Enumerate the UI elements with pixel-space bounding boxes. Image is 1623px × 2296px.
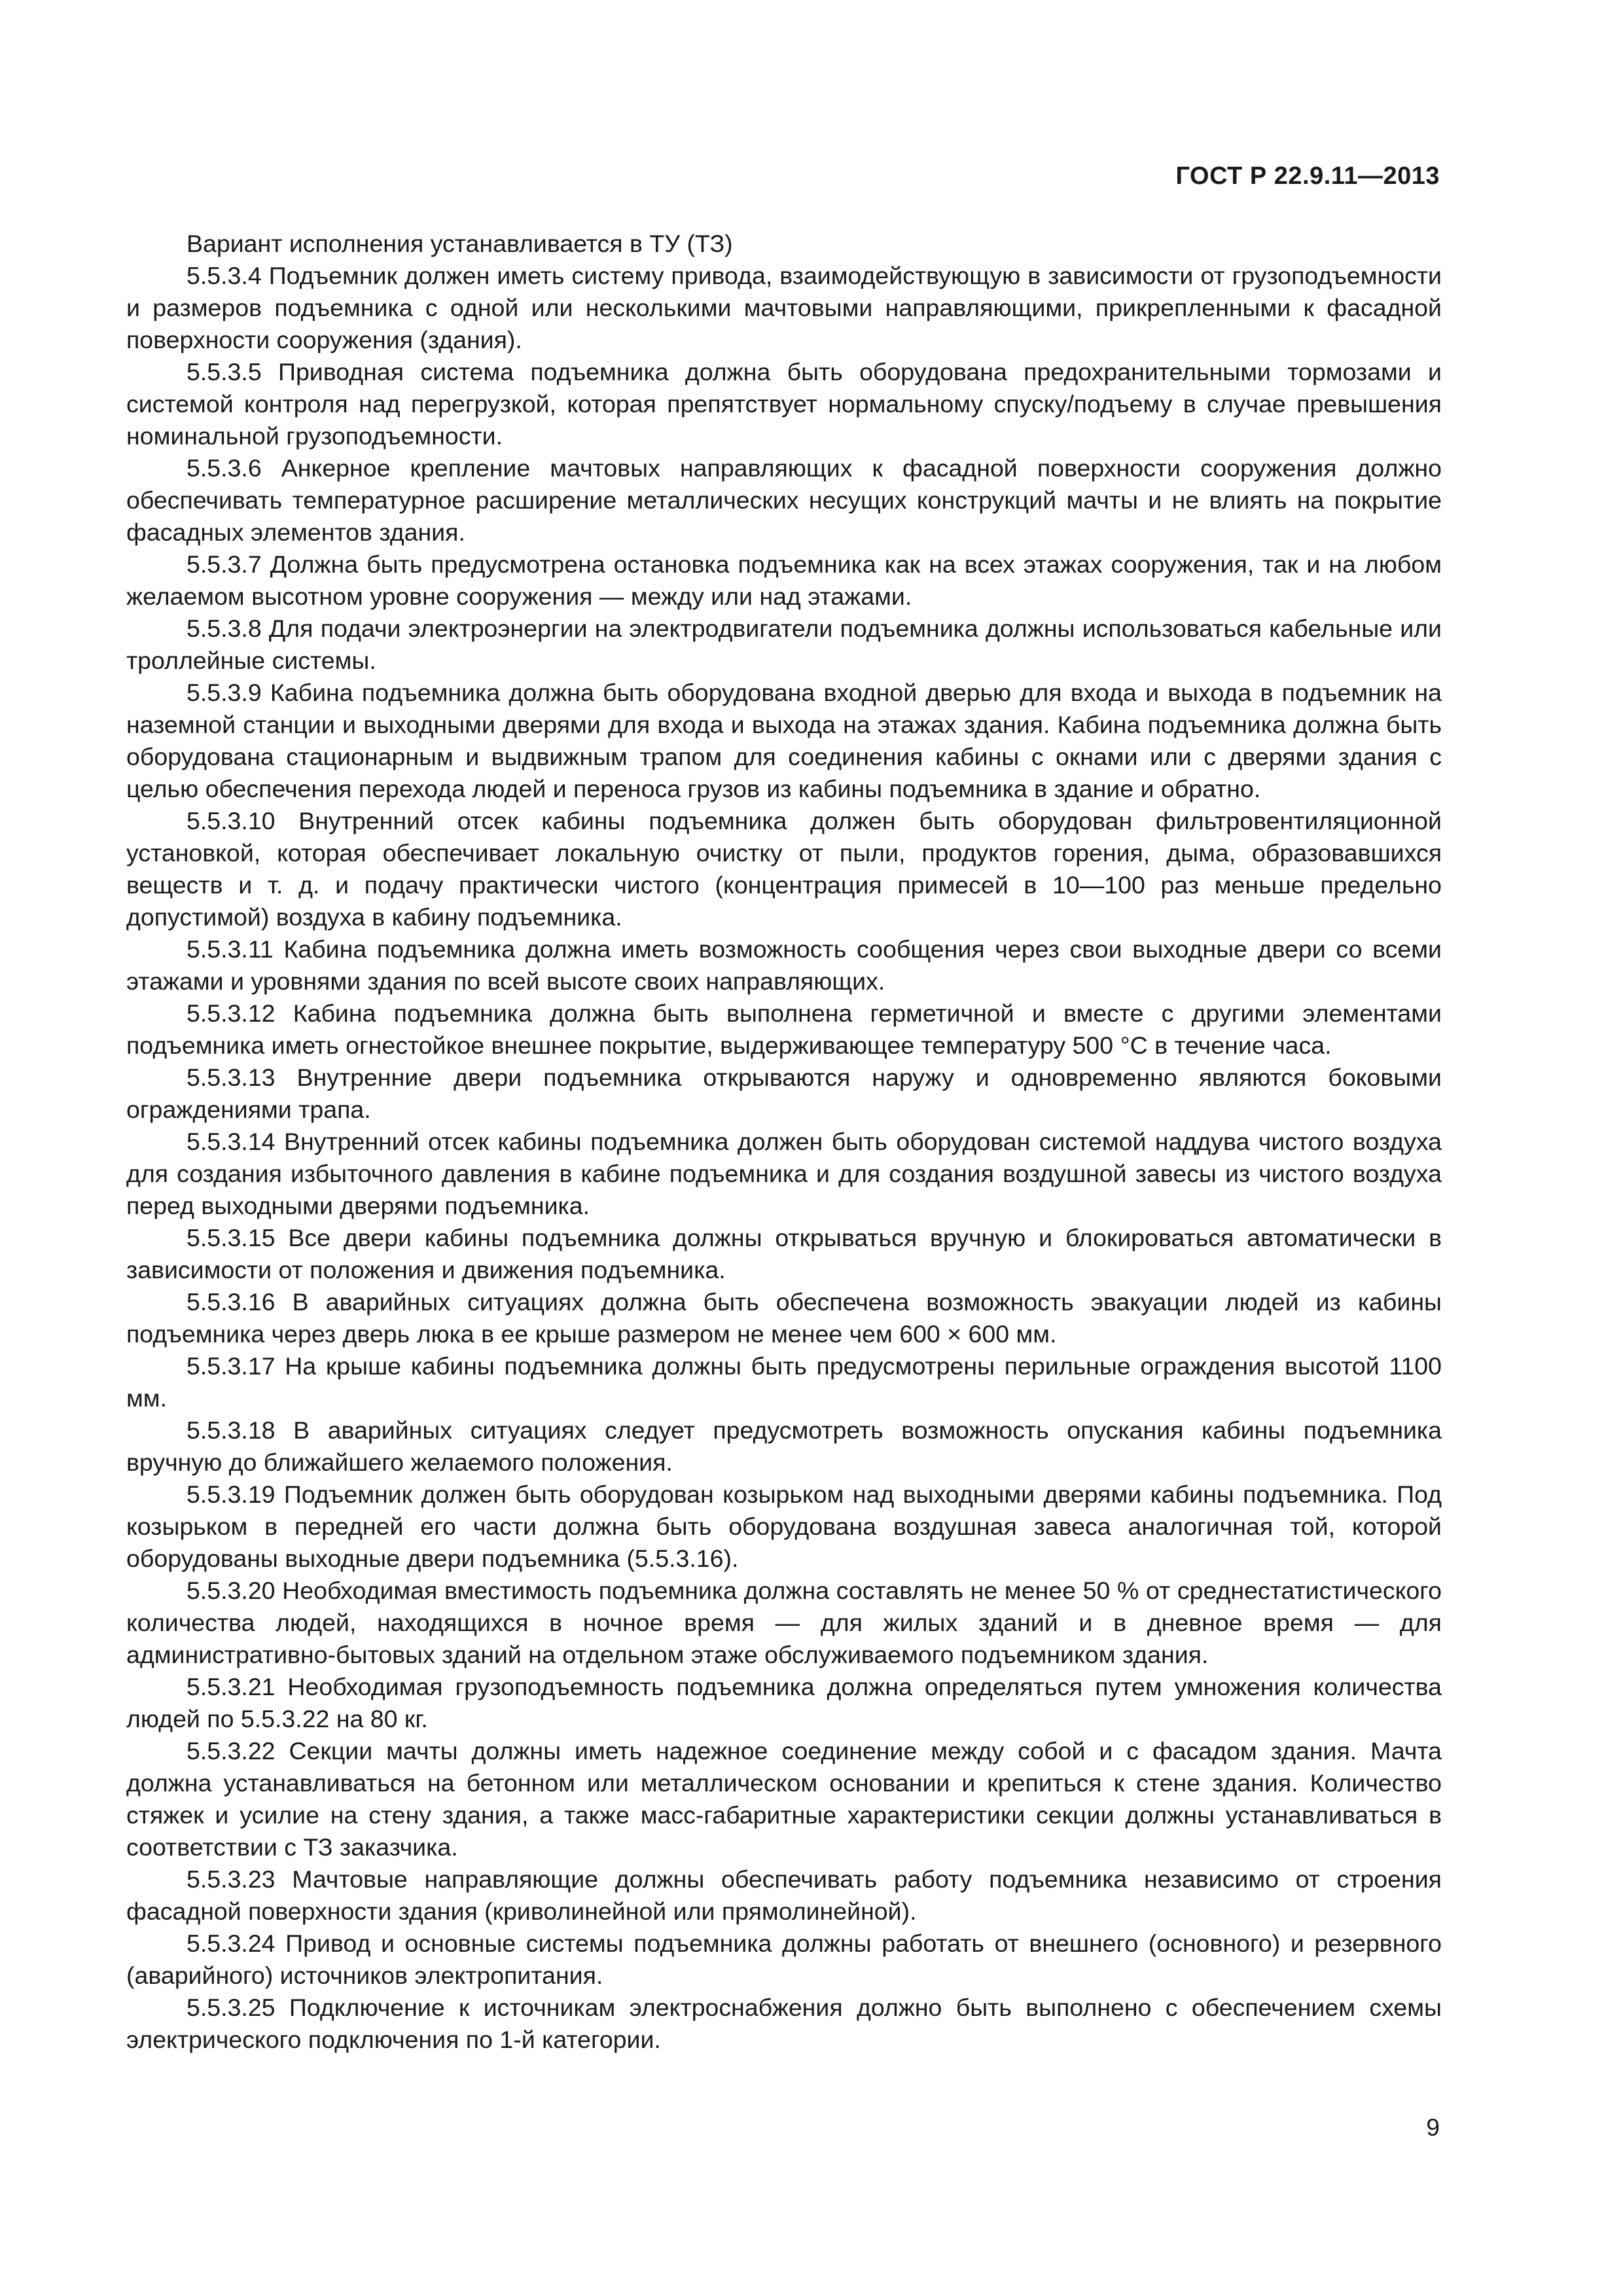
paragraph: 5.5.3.24 Привод и основные системы подъемника должны работать от внешнего (основного) и резервного (аварийного) источников электропитания. (126, 1929, 1442, 1989)
paragraph: 5.5.3.4 Подъемник должен иметь систему привода, взаимодействующую в зависимости от грузоподъемности и размеров подъемника с одной или несколькими мачтовыми направляющими, прикрепленными к фасадной поверхности сооружения (здания). (126, 262, 1442, 353)
paragraph: Вариант исполнения устанавливается в ТУ (ТЗ) (187, 230, 733, 257)
paragraph: 5.5.3.11 Кабина подъемника должна иметь возможность сообщения через свои выходные двери со всеми этажами и уровнями здания по всей высоте своих направляющих. (126, 935, 1442, 995)
paragraph: 5.5.3.12 Кабина подъемника должна быть выполнена герметичной и вместе с другими элементами подъемника иметь огнестойкое внешнее покрытие, выдерживающее температуру 500 °С в течение часа. (126, 999, 1442, 1059)
paragraph: 5.5.3.20 Необходимая вместимость подъемника должна составлять не менее 50 % от среднестатистического количества людей, находящихся в ночное время — для жилых зданий и в дневное время — для административно-бытовых зданий на отдельном этаже обслуживаемого подъемником здания. (126, 1577, 1442, 1668)
paragraph: 5.5.3.5 Приводная система подъемника должна быть оборудована предохранительными тормозами и системой контроля над перегрузкой, которая препятствует нормальному спуску/подъему в случае превышения номинальной грузоподъемности. (126, 358, 1442, 450)
paragraph: 5.5.3.15 Все двери кабины подъемника должны открываться вручную и блокироваться автоматически в зависимости от положения и движения подъемника. (126, 1224, 1442, 1283)
paragraph: 5.5.3.10 Внутренний отсек кабины подъемника должен быть оборудован фильтровентиляционной установкой, которая обеспечивает локальную очистку от пыли, продуктов горения, дыма, образовавшихся веществ и т. д. и подачу практически чистого (концентрация примесей в 10—100 раз меньше предельно допустимой) воздуха в кабину подъемника. (126, 807, 1442, 931)
paragraph: 5.5.3.9 Кабина подъемника должна быть оборудована входной дверью для входа и выхода в подъемник на наземной станции и выходными дверями для входа и выхода на этажах здания. Кабина подъемника должна быть оборудована стационарным и выдвижным трапом для соединения кабины с окнами или с дверями здания с целью обеспечения перехода людей и переноса грузов из кабины подъемника в здание и обратно. (126, 679, 1442, 802)
paragraph: 5.5.3.21 Необходимая грузоподъемность подъемника должна определяться путем умножения количества людей по 5.5.3.22 на 80 кг. (126, 1673, 1442, 1732)
paragraph: 5.5.3.19 Подъемник должен быть оборудован козырьком над выходными дверями кабины подъемника. Под козырьком в передней его части должна быть оборудована воздушная завеса аналогичная той, которой оборудованы выходные двери подъемника (5.5.3.16). (126, 1480, 1442, 1572)
document-body (126, 228, 1442, 2056)
paragraph: 5.5.3.16 В аварийных ситуациях должна быть обеспечена возможность эвакуации людей из кабины подъемника через дверь люка в ее крыше размером не менее чем 600 × 600 мм. (126, 1288, 1442, 1348)
page-number: 9 (1426, 2114, 1440, 2141)
paragraph: 5.5.3.8 Для подачи электроэнергии на электродвигатели подъемника должны использоваться кабельные или троллейные системы. (126, 615, 1442, 674)
paragraph: 5.5.3.22 Секции мачты должны иметь надежное соединение между собой и с фасадом здания. Мачта должна устанавливаться на бетонном или металлическом основании и крепиться к стене здания. Количество стяжек и усилие на стену здания, а также масс-габаритные характеристики секции должны устанавливаться в соответствии с ТЗ заказчика. (126, 1737, 1442, 1861)
paragraph: 5.5.3.13 Внутренние двери подъемника открываются наружу и одновременно являются боковыми ограждениями трапа. (126, 1064, 1442, 1123)
paragraph: 5.5.3.7 Должна быть предусмотрена остановка подъемника как на всех этажах сооружения, так и на любом желаемом высотном уровне сооружения — между или над этажами. (126, 550, 1442, 610)
paragraph: 5.5.3.6 Анкерное крепление мачтовых направляющих к фасадной поверхности сооружения должно обеспечивать температурное расширение металлических несущих конструкций мачты и не влиять на покрытие фасадных элементов здания. (126, 454, 1442, 546)
standard-designation: ГОСТ Р 22.9.11—2013 (1175, 162, 1440, 190)
paragraph: 5.5.3.18 В аварийных ситуациях следует предусмотреть возможность опускания кабины подъемника вручную до ближайшего желаемого положения. (126, 1416, 1442, 1476)
paragraph: 5.5.3.25 Подключение к источникам электроснабжения должно быть выполнено с обеспечением схемы электрического подключения по 1-й категории. (126, 1994, 1442, 2053)
paragraph: 5.5.3.14 Внутренний отсек кабины подъемника должен быть оборудован системой наддува чистого воздуха для создания избыточного давления в кабине подъемника и для создания воздушной завесы из чистого воздуха перед выходными дверями подъемника. (126, 1128, 1442, 1219)
paragraph: 5.5.3.23 Мачтовые направляющие должны обеспечивать работу подъемника независимо от строения фасадной поверхности здания (криволинейной или прямолинейной). (126, 1865, 1442, 1925)
paragraph: 5.5.3.17 На крыше кабины подъемника должны быть предусмотрены перильные ограждения высотой 1100 мм. (126, 1352, 1442, 1412)
